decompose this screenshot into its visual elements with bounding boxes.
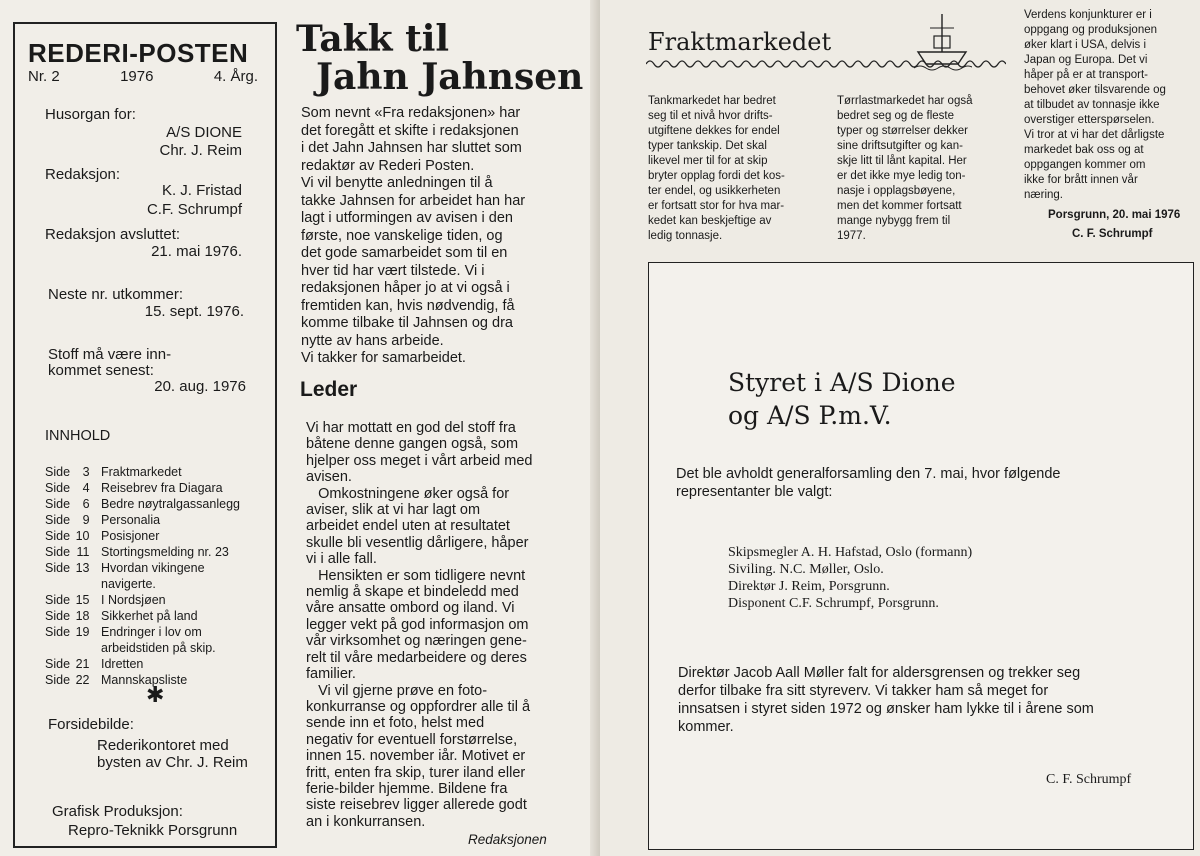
grafisk-value: Repro-Teknikk Porsgrunn: [68, 822, 238, 839]
member-item: Direktør J. Reim, Porsgrunn.: [728, 579, 890, 594]
asterisk-icon: ✱: [146, 682, 165, 707]
toc-side: Side 11: [45, 545, 90, 559]
masthead-title: REDERI-POSTEN: [28, 38, 249, 68]
toc-title: Reisebrev fra Diagara: [101, 481, 223, 495]
text-line: markedet bak oss og at: [1024, 144, 1144, 156]
issue-volume: 4. Årg.: [213, 68, 258, 85]
stoff-value: 20. aug. 1976: [154, 378, 246, 395]
toc-side: Side 21: [45, 657, 90, 671]
text-line: Vi takker for samarbeidet.: [301, 350, 466, 366]
ship-icon: [912, 12, 972, 72]
text-line: Vi vil benytte anledningen til å: [301, 175, 493, 191]
text-line: redaktør av Rederi Posten.: [301, 157, 475, 174]
toc-side: [45, 640, 99, 656]
text-line: er det ikke mye ledig ton-: [837, 170, 966, 182]
toc-side: Side 4: [45, 481, 90, 495]
text-line: ledig tonnasje.: [648, 230, 723, 242]
text-line: negativ for eventuell forstørrelse,: [306, 731, 518, 748]
text-line: typer og størrelser dekker: [837, 125, 969, 137]
text-line: typer tankskip. Det skal: [648, 140, 767, 152]
fraktmarkedet-signature: C. F. Schrumpf: [1072, 228, 1153, 240]
text-line: takke Jahnsen for arbeidet han har: [301, 192, 526, 209]
leder-signature: Redaksjonen: [468, 832, 547, 847]
text-line: Vi tror at vi har det dårligste: [1024, 129, 1165, 141]
text-line: redaksjonen håper jo at vi også i: [301, 280, 510, 296]
redaksjon-line: C.F. Schrumpf: [146, 201, 242, 218]
toc-side: Side 13: [45, 561, 90, 575]
member-item: Siviling. N.C. Møller, Oslo.: [728, 562, 884, 577]
text-line: men det kommer fortsatt: [837, 200, 962, 212]
toc-title: arbeidstiden på skip.: [101, 641, 216, 655]
text-line: bedret seg og de fleste: [837, 110, 954, 122]
text-line: Omkostningene øker også for: [306, 485, 510, 502]
issue-number: Nr. 2: [28, 68, 60, 85]
text-line: nytte av hans arbeide.: [301, 332, 444, 349]
toc-side: Side 9: [45, 513, 90, 527]
text-line: Som nevnt «Fra redaksjonen» har: [301, 105, 521, 121]
styret-intro: Det ble avholdt generalforsamling den 7. mai, hvor følgende representanter ble valgt:: [676, 466, 1061, 500]
text-line: overstiger etterspørselen.: [1024, 114, 1155, 126]
text-line: skulle bli vesentlig dårligere, håper: [306, 534, 529, 551]
text-line: bryter opplag fordi det kos-: [648, 170, 785, 182]
redaksjon-line: K. J. Fristad: [161, 182, 242, 199]
text-line: innen 15. november iår. Motivet er: [306, 748, 526, 765]
toc-row: [45, 560, 240, 576]
text-line: familier.: [306, 666, 356, 683]
toc-row: [45, 464, 240, 480]
text-line: vår virksomhet og næringen gene-: [306, 633, 527, 650]
neste-label: Neste nr. utkommer:: [48, 286, 184, 303]
text-line: Tørrlastmarkedet har også: [837, 95, 973, 107]
styret-closing: Direktør Jacob Aall Møller falt for aldersgrensen og trekker seg derfor tilbake fra sitt styreverv. Vi takker ham så meget for innsatsen i styret siden 1972 og ønsker ham lykke til i årene som kommer.: [678, 665, 1094, 735]
fraktmarkedet-date: Porsgrunn, 20. mai 1976: [1048, 209, 1181, 221]
text-line: behovet øker tilsvarende og: [1024, 84, 1166, 96]
text-line: næring.: [1024, 189, 1063, 201]
toc-side: Side 22: [45, 673, 90, 687]
fraktmarkedet-column-2: [837, 94, 1007, 244]
toc-title: Stortingsmelding nr. 23: [101, 545, 229, 559]
toc-row: [45, 480, 240, 496]
member-item: Skipsmegler A. H. Hafstad, Oslo (formann): [728, 545, 973, 560]
text-line: hver tid har vært tilstede. Vi i: [301, 262, 485, 279]
text-line: oppgang og produksjonen: [1024, 24, 1158, 36]
text-line: skje litt til lånt kapital. Her: [837, 155, 967, 167]
text-line: kedet kan beskjeftige av: [648, 215, 772, 227]
styret-members: [728, 544, 972, 612]
text-line: håper på er at transport-: [1024, 69, 1149, 81]
toc-row: [45, 608, 240, 624]
text-line: lagt i utformingen av avisen i den: [301, 210, 513, 226]
member-item: Disponent C.F. Schrumpf, Porsgrunn.: [728, 596, 939, 611]
toc-title: Idretten: [101, 657, 144, 671]
toc-row: [45, 544, 240, 560]
forsidebilde-line: Rederikontoret med: [97, 737, 229, 754]
text-line: likevel mer til for at skip: [648, 155, 768, 167]
toc-side: Side 6: [45, 497, 90, 511]
toc-title: Mannskapsliste: [101, 673, 188, 687]
text-line: ferie-bilder hjemme. Bildene fra: [306, 780, 508, 797]
right-page: [600, 0, 1200, 856]
redaksjon-label: Redaksjon:: [45, 166, 121, 183]
text-line: aviser, slik at vi har lagt om: [306, 502, 481, 519]
toc-title: Personalia: [101, 513, 161, 527]
toc-row: [45, 576, 240, 592]
text-line: seg til et nivå hvor drifts-: [648, 110, 773, 122]
toc-title: Endringer i lov om: [101, 625, 202, 639]
text-line: det gode samarbeidet som til en: [301, 245, 508, 261]
fraktmarkedet-column-3: [1024, 8, 1196, 203]
toc-title: Sikkerhet på land: [101, 609, 198, 623]
avsluttet-value: 21. mai 1976.: [151, 243, 242, 260]
text-line: Tankmarkedet har bedret: [648, 95, 776, 107]
grafisk-label: Grafisk Produksjon:: [52, 803, 183, 820]
text-line: i det Jahn Jahnsen har sluttet som: [301, 140, 522, 156]
text-line: hjelper oss meget i vårt arbeid med: [306, 452, 533, 469]
article-title-leder: Leder: [300, 378, 358, 401]
toc-row: [45, 512, 240, 528]
toc-side: Side 19: [45, 625, 90, 639]
text-line: nasje i opplagsbøyene,: [837, 185, 956, 197]
text-line: vi i alle fall.: [306, 551, 377, 568]
text-line: 1977.: [837, 230, 866, 242]
text-line: utgiftene dekkes for endel: [648, 125, 780, 137]
toc-title: Fraktmarkedet: [101, 465, 182, 479]
text-line: arbeidet endel uten at resultatet: [306, 518, 510, 535]
text-line: ikke for brått innen vår: [1024, 174, 1138, 186]
toc-side: Side 3: [45, 465, 90, 479]
text-line: Japan og Europa. Det vi: [1024, 54, 1148, 66]
table-of-contents: [45, 464, 240, 688]
text-line: relt til våre medarbeidere og deres: [306, 649, 527, 666]
text-line: avisen.: [306, 469, 352, 486]
toc-row: [45, 640, 240, 656]
toc-side: Side 10: [45, 529, 90, 543]
text-line: fremtiden kan, hvis nødvendig, få: [301, 297, 515, 314]
text-line: an i konkurransen.: [306, 813, 426, 830]
husorgan-label: Husorgan for:: [45, 106, 136, 123]
text-line: våre ansatte ombord og iland. Vi: [306, 600, 515, 617]
toc-row: [45, 592, 240, 608]
article-body-leder: [306, 420, 562, 830]
text-line: legger vekt på god informasjon om: [306, 616, 529, 633]
toc-title: Bedre nøytralgassanlegg: [101, 497, 240, 511]
husorgan-line: A/S DIONE: [166, 124, 242, 141]
text-line: komme tilbake til Jahnsen og dra: [301, 315, 513, 331]
toc-side: [45, 576, 99, 592]
neste-value: 15. sept. 1976.: [144, 303, 244, 320]
text-line: ter endel, og usikkerheten: [648, 185, 781, 197]
text-line: øker klart i USA, delvis i: [1024, 39, 1147, 51]
text-line: det foregått et skifte i redaksjonen: [301, 122, 519, 139]
text-line: konkurranse og oppfordrer alle til å: [306, 698, 531, 715]
text-line: Vi vil gjerne prøve en foto-: [306, 682, 488, 699]
text-line: siste reisebrev ligger allerede godt: [306, 797, 527, 814]
article-title-takk: Takk til Jahn Jahnsen: [296, 18, 584, 98]
toc-row: [45, 624, 240, 640]
text-line: nemlig å skape et bindeledd med: [306, 584, 519, 601]
masthead-issue: [28, 68, 258, 85]
article-body-takk: [301, 105, 557, 368]
toc-title: navigerte.: [101, 577, 156, 591]
toc-row: [45, 528, 240, 544]
toc-row: [45, 672, 240, 688]
text-line: Hensikten er som tidligere nevnt: [306, 567, 526, 584]
text-line: mange nybygg frem til: [837, 215, 951, 227]
text-line: sine driftsutgifter og kan-: [837, 140, 963, 152]
fraktmarkedet-column-1: [648, 94, 818, 244]
text-line: sende inn et foto, helst med: [306, 715, 485, 732]
avsluttet-label: Redaksjon avsluttet:: [45, 226, 181, 243]
fraktmarkedet-title: Fraktmarkedet: [648, 28, 832, 56]
styret-title: Styret i A/S Dione og A/S P.m.V.: [728, 368, 956, 430]
innhold-label: INNHOLD: [45, 428, 111, 444]
text-line: fritt, enten fra skip, turer iland eller: [306, 764, 526, 781]
text-line: oppgangen kommer om: [1024, 159, 1146, 171]
toc-row: [45, 496, 240, 512]
stoff-label: Stoff må være inn-: [48, 346, 172, 363]
text-line: første, noe vanskelige tiden, og: [301, 227, 503, 244]
toc-row: [45, 656, 240, 672]
text-line: Verdens konjunkturer er i: [1024, 9, 1152, 21]
left-page: [0, 0, 596, 856]
text-line: at tilbudet av tonnasje ikke: [1024, 99, 1160, 111]
text-line: er fortsatt stor for hva mar-: [648, 200, 785, 212]
stoff-label: kommet senest:: [48, 362, 154, 379]
toc-title: Posisjoner: [101, 529, 160, 543]
forsidebilde-label: Forsidebilde:: [48, 716, 134, 733]
toc-side: Side 15: [45, 593, 90, 607]
toc-title: I Nordsjøen: [101, 593, 166, 607]
toc-title: Hvordan vikingene: [101, 561, 205, 575]
husorgan-line: Chr. J. Reim: [159, 142, 242, 159]
toc-side: Side 18: [45, 609, 90, 623]
forsidebilde-line: bysten av Chr. J. Reim: [97, 754, 248, 771]
issue-year: 1976: [120, 68, 154, 85]
text-line: Vi har mottatt en god del stoff fra: [306, 420, 516, 436]
text-line: båtene denne gangen også, som: [306, 436, 519, 453]
styret-signature: C. F. Schrumpf: [1046, 772, 1132, 787]
